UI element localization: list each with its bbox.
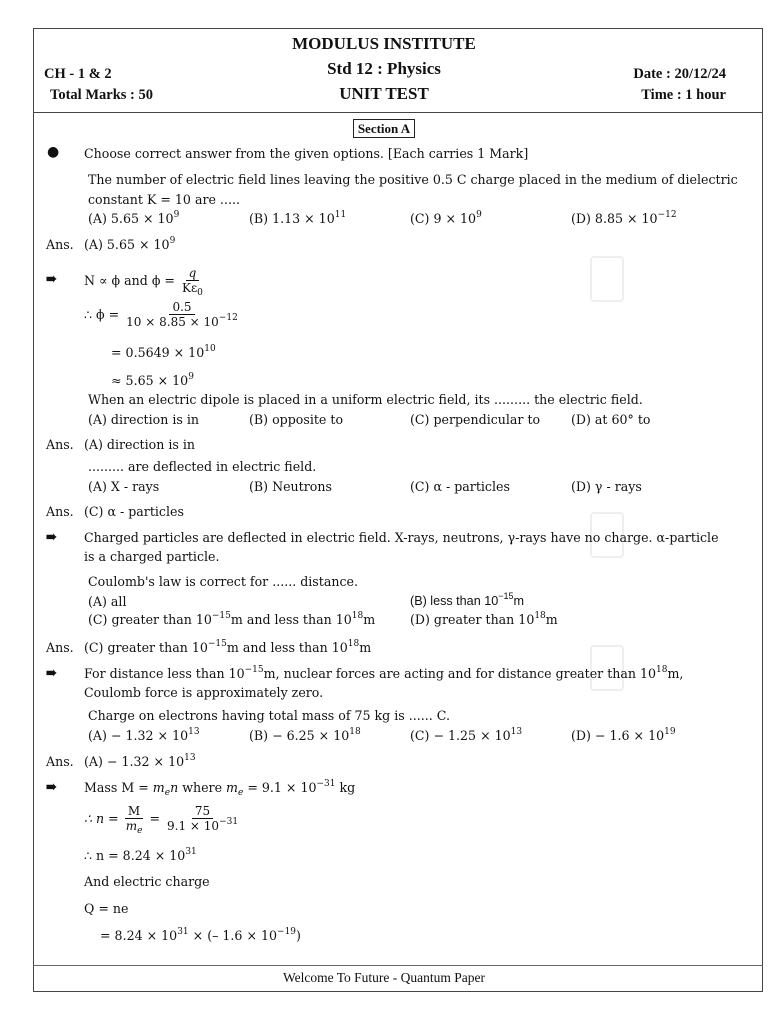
option-exponent: −12 <box>657 210 677 220</box>
option-text: (A) 5.65 × 10 <box>88 211 174 226</box>
option-exponent: −15 <box>211 611 231 621</box>
q2-option-d: (D) at 60° to <box>571 412 651 427</box>
q4-option-d <box>410 612 558 627</box>
option-exponent: 13 <box>188 727 200 737</box>
den-text: m <box>125 819 138 833</box>
option-exponent: 13 <box>510 727 523 737</box>
answer-unit: m <box>359 640 372 655</box>
q1-option-a <box>88 211 179 226</box>
sol-exponent: 31 <box>185 847 197 857</box>
q2-option-a: (A) direction is in <box>88 412 199 427</box>
sol-text: where <box>178 780 227 795</box>
sol-exponent: −31 <box>316 779 336 789</box>
q3-sol-line1: Charged particles are deflected in electric field. X-rays, neutrons, γ-rays have no charge. α-particle <box>84 530 719 545</box>
option-exponent: 18 <box>534 611 546 621</box>
q1-answer <box>84 237 175 252</box>
q5-sol-line3 <box>84 848 197 863</box>
sol-var: m <box>226 780 238 795</box>
q5-option-d <box>571 728 676 743</box>
sol-exponent: 31 <box>177 927 189 937</box>
chapter-label: CH - 1 & 2 <box>44 66 112 82</box>
fraction <box>179 266 206 298</box>
sol-exponent: 9 <box>188 372 194 382</box>
sol-subscript: e <box>164 788 171 798</box>
option-unit: m <box>363 612 376 627</box>
sol-text: = <box>149 811 160 826</box>
q1-option-b <box>249 211 346 226</box>
q4-option-c <box>88 612 375 627</box>
q1-option-c <box>410 211 482 226</box>
q5-sol-line4: And electric charge <box>84 874 210 889</box>
den-exponent: −31 <box>219 817 239 827</box>
q2-text: When an electric dipole is placed in a uniform electric field, its ......... the electric field. <box>88 392 643 407</box>
sol-text: For distance less than 10 <box>84 666 245 681</box>
sol-text: m, <box>667 666 684 681</box>
option-text: (C) 9 × 10 <box>410 211 477 226</box>
sol-exponent: −15 <box>244 665 264 675</box>
answer-label: Ans. <box>46 504 74 519</box>
sol-text: ≈ 5.65 × 10 <box>111 373 189 388</box>
q3-option-b: (B) Neutrons <box>249 479 332 494</box>
q3-option-c: (C) α - particles <box>410 479 510 494</box>
q2-option-b: (B) opposite to <box>249 412 344 427</box>
q1-text-line2: constant K = 10 are ..... <box>88 192 240 207</box>
option-text: (D) 8.85 × 10 <box>571 211 658 226</box>
header-divider <box>33 112 763 113</box>
den-text: 9.1 × 10 <box>167 819 220 833</box>
answer-label: Ans. <box>46 754 74 769</box>
sol-var: n <box>170 780 179 795</box>
sol-text: ) <box>296 928 301 943</box>
q2-option-c: (C) perpendicular to <box>410 412 541 427</box>
q1-sol-line1 <box>84 266 206 298</box>
answer-exponent: 18 <box>347 639 360 649</box>
section-heading <box>0 118 768 137</box>
subject-title: Std 12 : Physics <box>327 59 441 78</box>
fraction-numerator: 75 <box>192 804 213 819</box>
q4-option-b <box>410 591 524 609</box>
test-title: UNIT TEST <box>339 84 429 103</box>
q3-sol-line2: is a charged particle. <box>84 549 220 564</box>
q3-option-a: (A) X - rays <box>88 479 160 494</box>
sol-text: m, nuclear forces are acting and for distance greater than 10 <box>263 666 657 681</box>
q1-sol-line3 <box>111 345 216 360</box>
sol-text: Mass M = <box>84 780 153 795</box>
test-time: Time : 1 hour <box>641 87 726 103</box>
q4-sol-line1 <box>84 666 683 681</box>
answer-label: Ans. <box>46 437 74 452</box>
fraction <box>164 804 241 833</box>
q5-sol-line6 <box>100 928 301 943</box>
bullet-icon: ● <box>47 144 60 160</box>
sol-exponent: 10 <box>204 344 216 354</box>
option-exponent: 9 <box>173 210 180 220</box>
option-text: (B) less than 10 <box>410 594 499 608</box>
option-exponent: 9 <box>476 210 482 220</box>
q1-sol-line4 <box>111 373 194 388</box>
option-unit: m <box>513 594 524 608</box>
q5-sol-line1 <box>84 779 356 798</box>
arrow-icon: ➠ <box>46 272 57 287</box>
q1-sol-line2 <box>84 300 241 329</box>
fraction-denominator <box>123 315 241 329</box>
sol-text: N ∝ ϕ and ϕ = <box>84 273 175 288</box>
sol-exponent: 18 <box>656 665 668 675</box>
answer-text: (A) 5.65 × 10 <box>84 237 170 252</box>
answer-exponent: 9 <box>169 236 176 246</box>
sol-text: = 0.5649 × 10 <box>111 345 205 360</box>
q5-option-c <box>410 728 522 743</box>
q1-text-line1: The number of electric field lines leaving the positive 0.5 C charge placed in the medium of dielectric <box>88 172 738 187</box>
fraction-denominator <box>179 281 206 298</box>
sol-text: ∴ ϕ = <box>84 307 120 322</box>
answer-exponent: 13 <box>184 753 196 763</box>
q3-text: ......... are deflected in electric field. <box>88 459 317 474</box>
option-exponent: 18 <box>351 611 364 621</box>
sol-exponent: −19 <box>277 927 297 937</box>
sol-text: = 9.1 × 10 <box>243 780 317 795</box>
fraction-numerator: M <box>125 804 143 819</box>
option-text: (A) − 1.32 × 10 <box>88 728 189 743</box>
sol-subscript: e <box>237 788 244 798</box>
institute-name: MODULUS INSTITUTE <box>292 34 476 53</box>
den-text: 10 × 8.85 × 10 <box>126 315 219 329</box>
sol-text: kg <box>335 780 356 795</box>
option-text: (C) − 1.25 × 10 <box>410 728 511 743</box>
q3-option-d: (D) γ - rays <box>571 479 642 494</box>
answer-text: (C) greater than 10 <box>84 640 208 655</box>
footer-divider <box>33 965 763 966</box>
option-exponent: 18 <box>349 727 361 737</box>
option-text: (B) 1.13 × 10 <box>249 211 335 226</box>
q4-sol-line2: Coulomb force is approximately zero. <box>84 685 324 700</box>
answer-label: Ans. <box>46 237 74 252</box>
q4-text: Coulomb's law is correct for ...... distance. <box>88 574 358 589</box>
arrow-icon: ➠ <box>46 530 57 545</box>
q1-option-d <box>571 211 677 226</box>
q5-answer <box>84 754 196 769</box>
den-text: Kε <box>181 281 198 295</box>
option-text: m and less than 10 <box>230 612 352 627</box>
sol-text: ∴ n = <box>84 811 119 826</box>
fraction-denominator <box>123 819 146 836</box>
den-exponent: −12 <box>218 313 238 323</box>
fraction <box>123 300 241 329</box>
fraction-denominator <box>164 819 241 833</box>
answer-exponent: −15 <box>207 639 227 649</box>
option-unit: m <box>545 612 558 627</box>
q3-answer: (C) α - particles <box>84 504 184 519</box>
arrow-icon: ➠ <box>46 780 57 795</box>
watermark-logo <box>590 256 624 302</box>
q5-text: Charge on electrons having total mass of 75 kg is ...... C. <box>88 708 450 723</box>
answer-text: m and less than 10 <box>226 640 348 655</box>
arrow-icon: ➠ <box>46 666 57 681</box>
option-exponent: 19 <box>664 727 676 737</box>
section-label: Section A <box>353 119 415 138</box>
sol-var: m <box>152 780 165 795</box>
den-subscript: 0 <box>197 288 203 298</box>
sol-text: = 8.24 × 10 <box>100 928 178 943</box>
q4-option-a: (A) all <box>88 594 127 609</box>
option-text: (D) greater than 10 <box>410 612 535 627</box>
q5-sol-line2 <box>84 804 241 836</box>
answer-text: (A) − 1.32 × 10 <box>84 754 185 769</box>
fraction-numerator: q <box>186 266 200 281</box>
q5-sol-line5: Q = ne <box>84 901 129 916</box>
answer-label: Ans. <box>46 640 74 655</box>
footer-text: Welcome To Future - Quantum Paper <box>282 970 486 985</box>
total-marks: Total Marks : 50 <box>50 87 153 103</box>
test-date: Date : 20/12/24 <box>633 66 726 82</box>
option-text: (B) − 6.25 × 10 <box>249 728 350 743</box>
option-exponent: −15 <box>498 591 514 601</box>
option-text: (C) greater than 10 <box>88 612 212 627</box>
fraction-numerator: 0.5 <box>169 300 194 315</box>
sol-text: × (– 1.6 × 10 <box>188 928 278 943</box>
q4-answer <box>84 640 371 655</box>
option-text: (D) − 1.6 × 10 <box>571 728 665 743</box>
sol-text: ∴ n = 8.24 × 10 <box>84 848 186 863</box>
q5-option-b <box>249 728 361 743</box>
option-exponent: 11 <box>334 210 347 220</box>
q2-answer: (A) direction is in <box>84 437 195 452</box>
q5-option-a <box>88 728 200 743</box>
instruction-text: Choose correct answer from the given options. [Each carries 1 Mark] <box>84 146 529 161</box>
den-subscript: e <box>137 826 143 836</box>
fraction <box>123 804 146 836</box>
